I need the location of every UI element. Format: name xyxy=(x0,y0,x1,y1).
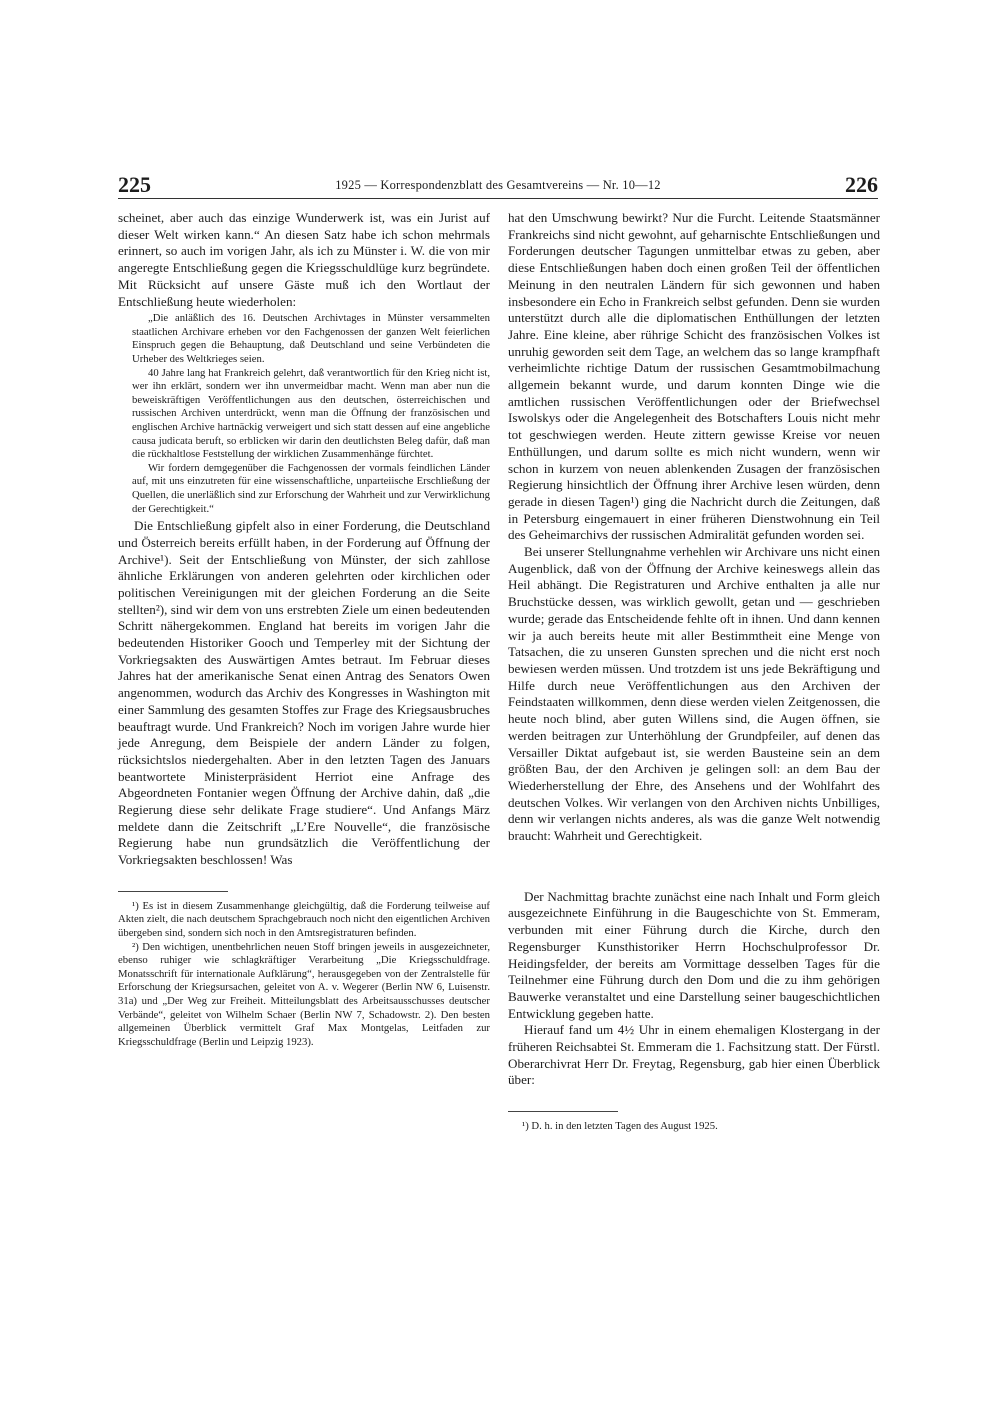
left-footnotes xyxy=(118,900,490,1050)
left-paragraph-1: scheinet, aber auch das einzige Wunderwerk ist, was ein Jurist auf dieser Welt wirken kann.“ An diesen Satz habe ich schon mehrmals erinnert, so auch im vorigen Jahr, als ich zu Münster i. W. die von mir angeregte Entschließung gegen die Kriegsschuldlüge kurz begründete. Mit Rücksicht auf unsere Gäste muß ich den Wortlaut der Entschließung heute wiederholen: xyxy=(118,210,490,309)
page-number-left: 225 xyxy=(118,172,151,197)
quote-paragraph-1: „Die anläßlich des 16. Deutschen Archivtages in Münster versammelten staatlichen Archivare erheben vor den Fachgenossen der ganzen Welt feierlichen Einspruch gegen die Behauptung, daß Deutschland und seine Verbündeten die Urheber des Weltkrieges seien. xyxy=(132,312,490,365)
page-header xyxy=(118,172,878,199)
right-paragraph-4: Hierauf fand um 4½ Uhr in einem ehemaligen Klostergang in der früheren Reichsabtei St. Emmeram die 1. Fachsitzung statt. Der Fürstl. Oberarchivrat Herr Dr. Freytag, Regensburg, gab hier einen Überblick über: xyxy=(508,1022,880,1088)
footnote-divider-right xyxy=(508,1111,618,1112)
section-gap xyxy=(508,845,880,889)
resolution-quote xyxy=(132,312,490,516)
footnote-1: ¹) Es ist in diesem Zusammenhange gleichgültig, daß die Forderung teilweise auf Akten zielt, die nach deutschem Sprachgebrauch noch nicht den eigentlichen Archiven übergeben sind, sondern sich noch in den Amtsregistraturen befinden. xyxy=(118,899,490,940)
right-footnotes xyxy=(508,1120,880,1134)
quote-paragraph-3: Wir fordern demgegenüber die Fachgenossen der vormals feindlichen Länder auf, mit uns einzutreten für eine wissenschaftliche, unparteiische Erschließung der Quellen, die unerläßlich sind zur Erforschung der Wahrheit und zur Verwirklichung der Gerechtigkeit.“ xyxy=(132,461,490,515)
running-title: 1925 — Korrespondenzblatt des Gesamtvereins — Nr. 10—12 xyxy=(335,178,661,192)
left-column xyxy=(118,210,490,1049)
right-paragraph-1: hat den Umschwung bewirkt? Nur die Furcht. Leitende Staatsmänner Frankreichs sind nicht gewohnt, auf geharnischte Entschließungen und Forderungen deutscher Tagungen unmittelbar etwas zu geben, aber diese Entschließungen haben doch einen großen Teil der öffentlichen Meinung in den neutralen Ländern für sich gewonnen und haben insbesondere ein Echo in Frankreich selbst gefunden. Denn sie wurden unterstützt durch alle die diplomatischen Enthüllungen der letzten Jahre. Eine kleine, aber rührige Schicht des französischen Volkes ist unruhig geworden seit dem Tage, an welchem das so lange krampfhaft verheimlichte richtige Datum der russischen Gesamtmobilmachung allgemein bekannt wurde, und darum konnten Dinge wie die amtlichen russischen Veröffentlichungen oder der Briefwechsel Iswolskys oder die Angelegenheit des Botschafters Louis nicht mehr tot geschwiegen werden. Heute zittern gewisse Kreise vor neuen Enthüllungen, und darum sollte es mich nicht wundern, wenn wir schon in kurzem von neuen ablenkenden Zusagen der französischen Regierung hinsichtlich der Öffnung ihrer Archive lesen würden, denn gerade in diesen Tagen¹) ging die Nachricht durch die Zeitungen, daß in Petersburg eingemauert in einer früheren Dienstwohnung ein Teil des Geheimarchivs der russischen Admiralität gefunden worden sei. xyxy=(508,210,880,543)
footnote-divider xyxy=(118,891,228,892)
quote-paragraph-2: 40 Jahre lang hat Frankreich gelehrt, daß verantwortlich für den Krieg nicht ist, wer ihn erklärt, sondern wer ihn unvermeidbar macht. Wenn man aber nun die beweiskräftigen Veröffentlichungen aus den deutschen, österreichischen und russischen Archiven unterdrückt, wenn man die Öffnung der französischen und englischen Archive hartnäckig verweigert und sich statt dessen auf eine angebliche causa judicata beruft, so erblicken wir darin den deutlichsten Beleg dafür, daß man die rückhaltlose Feststellung der wirklichen Zusammenhänge fürchtet. xyxy=(132,366,490,461)
left-paragraph-2: Die Entschließung gipfelt also in einer Forderung, die Deutschland und Österreich bereits erfüllt haben, in der Forderung auf Öffnung der Archive¹). Seit der Entschließung von Münster, der sich zahllose ähnliche Erklärungen von anderen gelehrten oder kirchlichen oder politischen Vereinigungen mit der gleichen Forderung an die Seite stellten²), sind wir dem von uns erstrebten Ziele um einen bedeutenden Schritt nähergekommen. England hat bereits im vorigen Jahr die bedeutenden Historiker Gooch und Temperley mit der Sichtung der Vorkriegsakten des Auswärtigen Amtes betraut. Im Februar dieses Jahres hat der amerikanische Senat einen Antrag des Senators Owen angenommen, wodurch das Archiv des Kongresses in Washington mit einer Sammlung des gesamten Stoffes zur Frage des Kriegsausbruches beauftragt wurde. Und Frankreich? Noch im vorigen Jahre wurde hier jede Anregung, dem Beispiele der andern Länder zu folgen, rücksichtslos niedergehalten. Aber in den letzten Tagen des Januars beantwortete Ministerpräsident Herriot eine Anfrage des Abgeordneten Fontanier wegen Öffnung der Archive dahin, daß „die Regierung diese sehr delikate Frage studiere“. Und Anfangs März meldete dann die Zeitschrift „L’Ere Nouvelle“, die französische Regierung habe nun grundsätzlich die Veröffentlichung der Vorkriegsakten beschlossen! Was xyxy=(118,518,490,868)
right-column xyxy=(508,210,880,1134)
footnote-2: ²) Den wichtigen, unentbehrlichen neuen Stoff bringen jeweils in ausgezeichneter, ebenso ruhiger wie schlagkräftiger Verarbeitung „Die Kriegsschuldfrage. Monatsschrift für internationale Aufklärung“, herausgegeben von der Zentralstelle für Erforschung der Kriegsursachen, geleitet von A. v. Wegerer (Berlin NW 6, Luisenstr. 31a) und „Der Weg zur Freiheit. Mitteilungsblatt des Arbeitsausschusses deutscher Verbände“, geleitet von Wilhelm Schaer (Berlin NW 7, Schadowstr. 2). Den besten allgemeinen Überblick vermittelt Graf Max Montgelas, Leitfaden zur Kriegsschuldfrage (Berlin und Leipzig 1923). xyxy=(118,940,490,1048)
page-number-right: 226 xyxy=(845,172,878,197)
right-paragraph-3: Der Nachmittag brachte zunächst eine nach Inhalt und Form gleich ausgezeichnete Einführung in die Baugeschichte von St. Emmeram, verbunden mit einer Führung durch die Kirche, durch den Regensburger Kunsthistoriker Herrn Hochschulprofessor Dr. Heidingsfelder, der bereits am Vormittage desselben Tages für die Teilnehmer eine Führung durch den Dom und die zu ihm gehörigen Bauwerke veranstaltet und eine Darstellung seiner baugeschichtlichen Entwicklung gegeben hatte. xyxy=(508,888,880,1021)
right-paragraph-2: Bei unserer Stellungnahme verhehlen wir Archivare uns nicht einen Augenblick, daß von der Öffnung der Archive keineswegs allein das Heil abhängt. Die Registraturen und Archive enthalten ja alle nur Bruchstücke dessen, was wirklich gewollt, getan und — geschrieben wurde; gerade das Entscheidende fehlte oft in ihnen. Und dann kennen wir ja auch bereits heute mit aller Bestimmtheit eine Menge von Tatsachen, die zu unseren Gunsten sprechen und die nicht erst noch bewiesen werden müssen. Und trotzdem ist uns jede Bekräftigung und Hilfe durch neue Veröffentlichungen aus den Archiven der Feindstaaten willkommen, denn diese werden vielen Zeitgenossen, die heute noch blind, aber guten Willens sind, die Augen öffnen, sie werden beitragen zur Unterhöhlung der Grundpfeiler, auf denen das Versailler Diktat aufgebaut ist, sie werden Bausteine sein an dem größten Bau, der den Archiven je gelingen soll: an dem Bau der Wiederherstellung der Ehre, des Ansehens und der Wohlfahrt des deutschen Volkes. Wir verlangen von den Archiven nichts Unbilliges, denn wir verlangen nichts anderes, als was die ganze Welt notwendig braucht: Wahrheit und Gerechtigkeit. xyxy=(508,544,880,844)
footnote-right-1: ¹) D. h. in den letzten Tagen des August 1925. xyxy=(522,1120,718,1133)
